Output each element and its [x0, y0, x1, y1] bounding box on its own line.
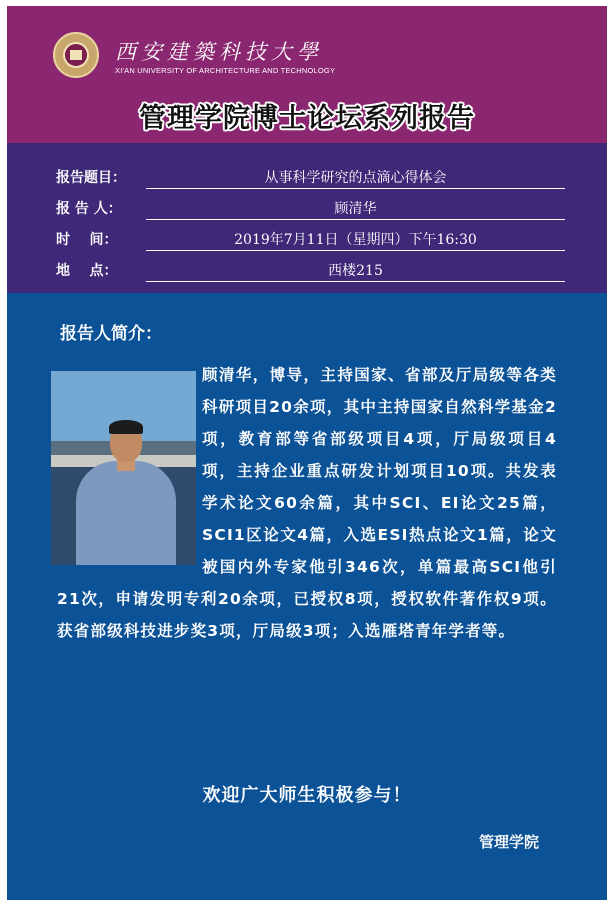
logo-emblem-icon — [63, 42, 89, 68]
info-row-topic — [56, 167, 566, 189]
header-band — [7, 6, 607, 143]
bio-paragraph: 顾清华，博导，主持国家、省部及厅局级等各类科研项目20余项，其中主持国家自然科学基金2项，教育部等省部级项目4项，厅局级项目4项，主持企业重点研发计划项目10项。共发表学术论文60余篇，其中SCI、EI论文25篇，SCI1区论文4篇，入选ESI热点论文1篇，论文被国内外专家他引346次，单篇最高SCI他引21次，申请发明专利20余项，已授权8项，授权软件著作权9项。获省部级科技进步奖3项，厅局级3项；入选雁塔青年学者等。 — [57, 366, 557, 640]
info-row-speaker — [56, 198, 566, 220]
bio-band — [7, 293, 607, 900]
info-band — [7, 143, 607, 293]
info-value-topic: 从事科学研究的点滴心得体会 — [264, 170, 447, 186]
info-row-time — [56, 229, 566, 251]
university-logo — [53, 32, 99, 78]
info-label: 报 告 人： — [56, 201, 122, 217]
info-value-speaker: 顾清华 — [334, 201, 377, 217]
bio-text — [57, 359, 557, 647]
university-name-cn: 西安建築科技大學 — [115, 40, 323, 64]
poster-title: 管理学院博士论坛系列报告 — [139, 103, 475, 134]
info-value-time: 2019年7月11日（星期四）下午16:30 — [234, 232, 477, 248]
info-label: 地 点： — [56, 263, 118, 279]
info-row-location — [56, 260, 566, 282]
info-value-location: 西楼215 — [328, 263, 383, 279]
poster — [7, 6, 607, 900]
university-name-en: XI'AN UNIVERSITY OF ARCHITECTURE AND TECHNOLOGY — [115, 66, 336, 75]
underline-divider — [146, 281, 565, 282]
underline-divider — [146, 188, 565, 189]
organizer-signature: 管理学院 — [479, 833, 540, 851]
bio-heading: 报告人简介： — [60, 324, 162, 344]
info-label: 报告题目： — [56, 170, 126, 186]
underline-divider — [146, 219, 565, 220]
info-label: 时 间： — [56, 232, 118, 248]
underline-divider — [146, 250, 565, 251]
welcome-message: 欢迎广大师生积极参与！ — [202, 785, 412, 806]
